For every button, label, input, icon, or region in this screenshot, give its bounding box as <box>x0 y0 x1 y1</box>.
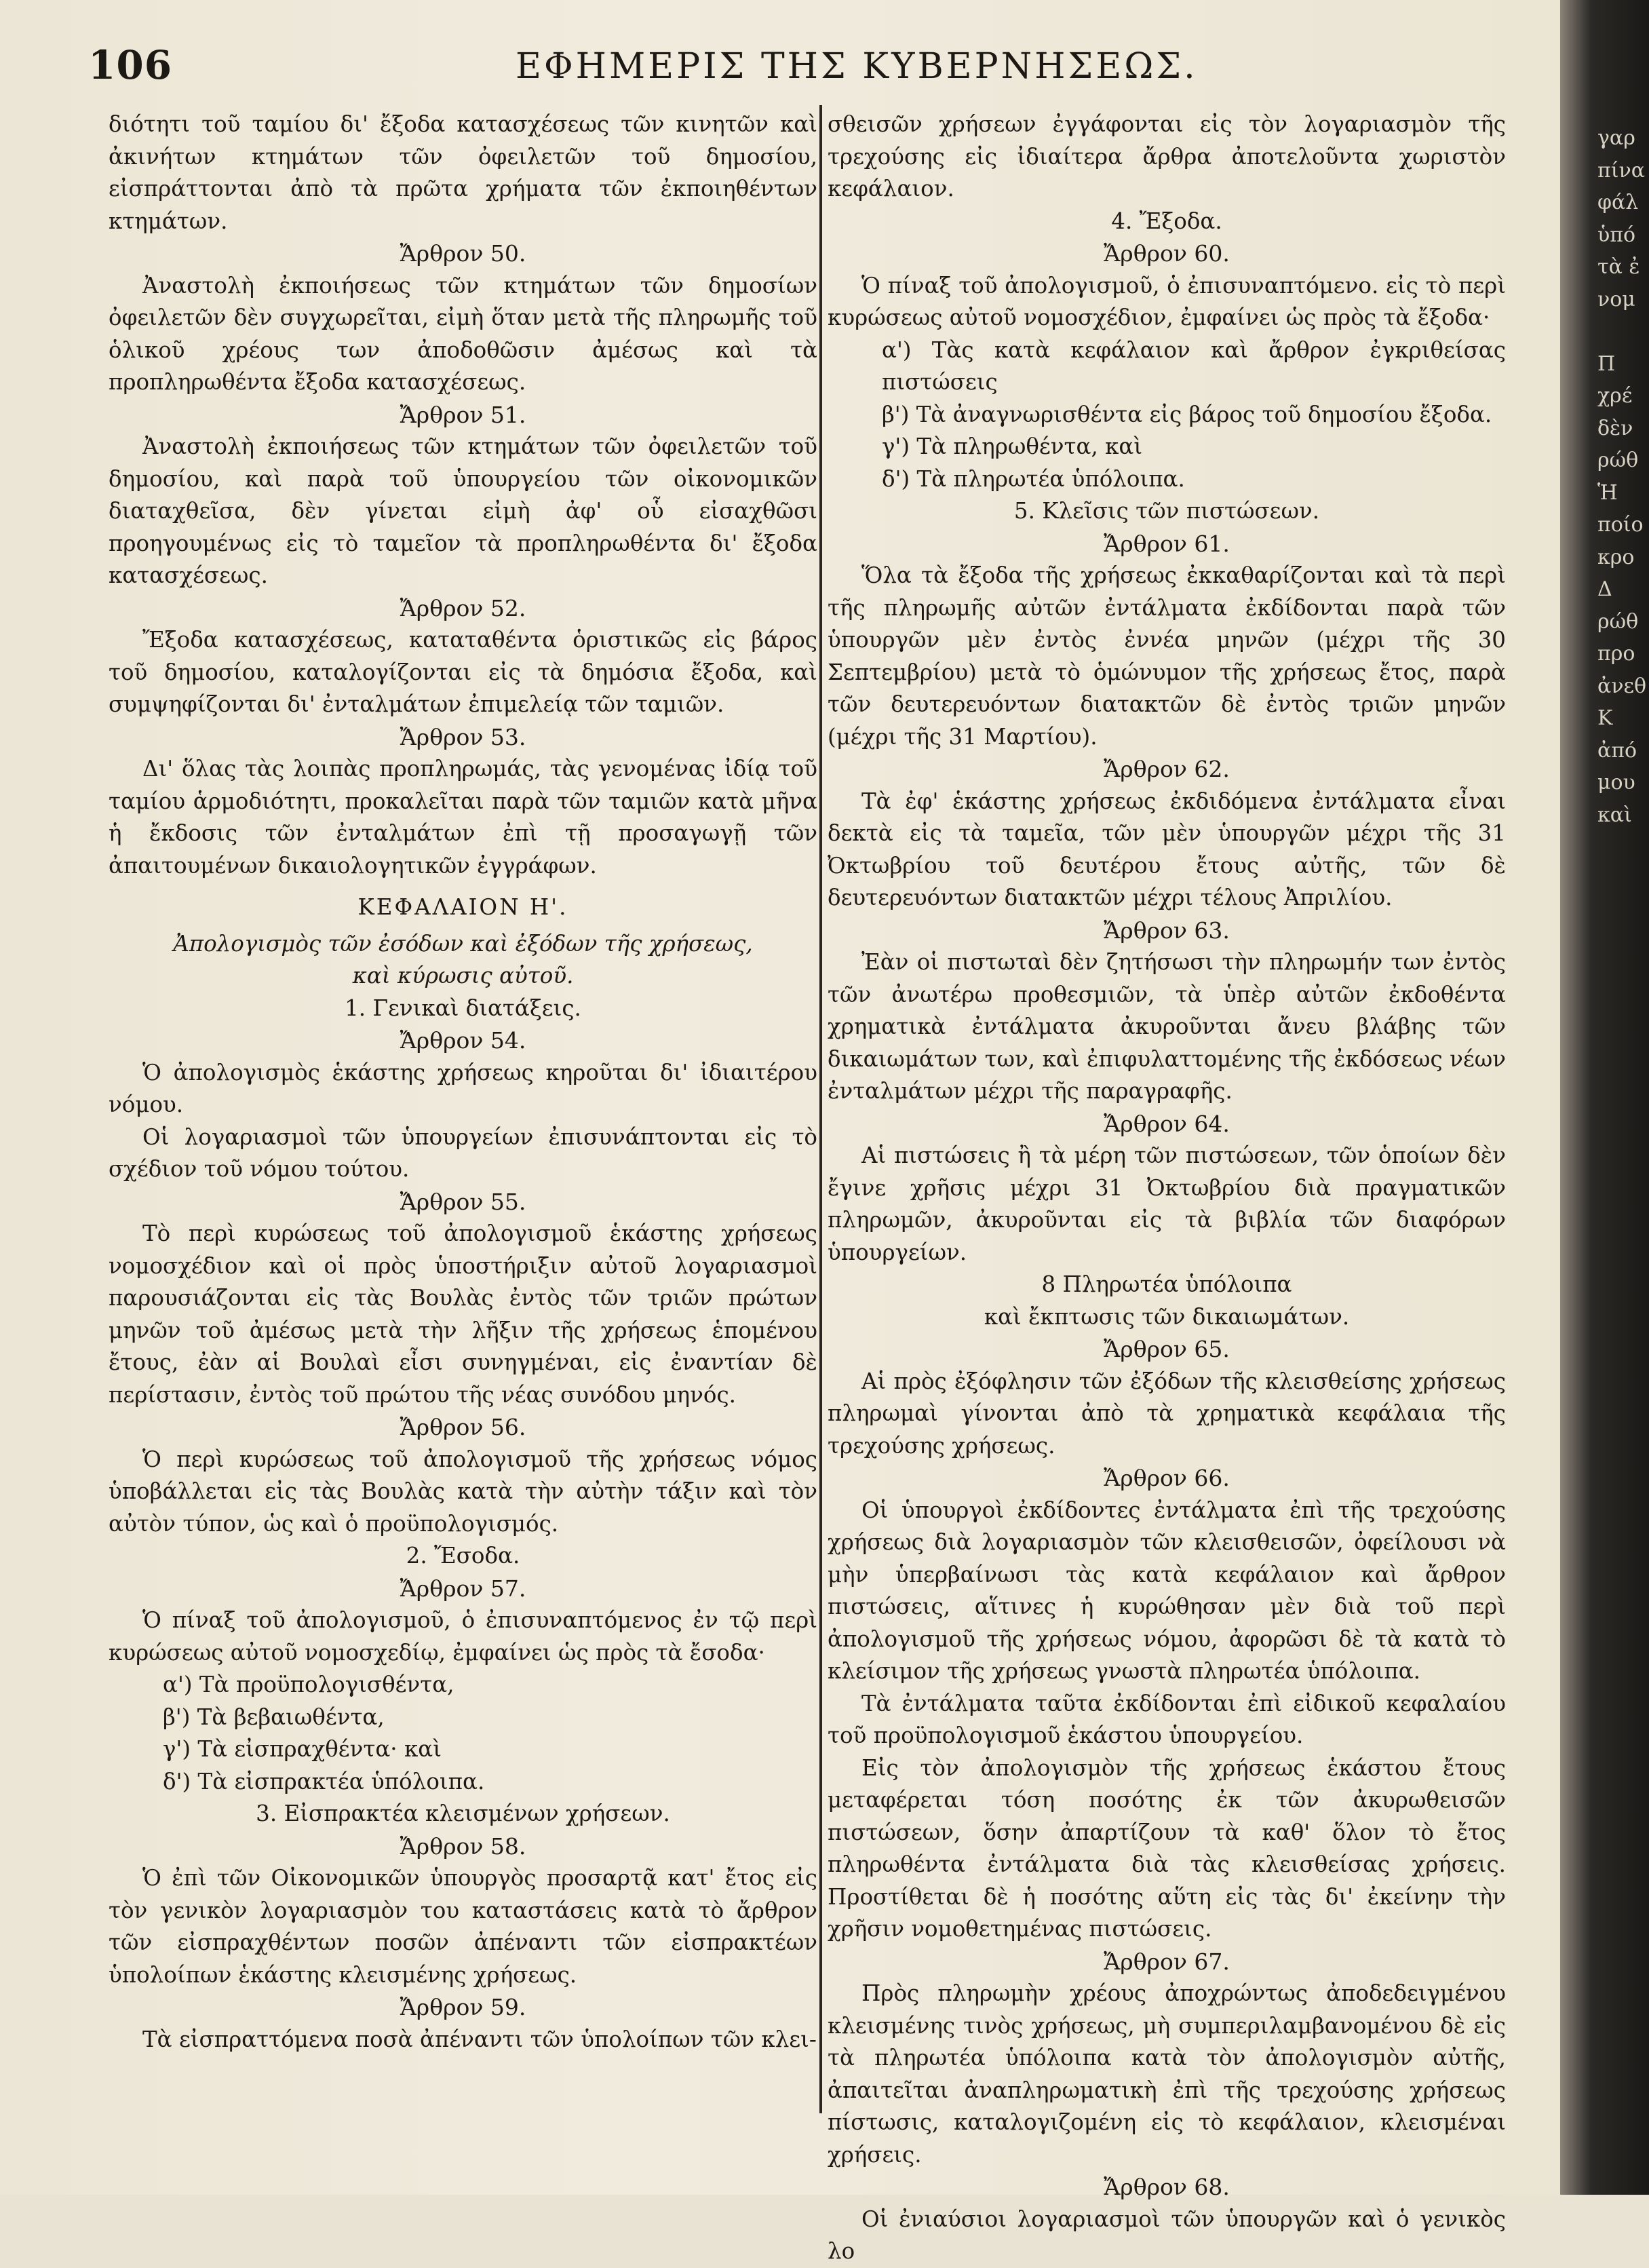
bleed-line: ρώθ <box>1597 448 1639 472</box>
left-column <box>109 109 817 2056</box>
paragraph: Τὸ περὶ κυρώσεως τοῦ ἀπολογισμοῦ ἑκάστης χρήσεως νομοσχέδιον καὶ οἱ πρὸς ὑποστήριξιν αὐτοῦ λογαριασμοὶ παρουσιάζονται εἰς τὰς Βουλὰς ἐντὸς τῶν τριῶν πρώτων μηνῶν τοῦ ἀμέσως μετὰ τὴν λῆξιν τῆς χρήσεως ἑπομένου ἔτους, ἐὰν αἱ Βουλαὶ εἶσι συνηγμέναι, εἰς ἐναντίαν δὲ περίστασιν, ἐντὸς τοῦ πρώτου τῆς νέας συνόδου μηνός. <box>109 1221 817 1408</box>
section-heading: 2. Ἔσοδα. <box>406 1543 520 1569</box>
bleed-line: φάλ <box>1597 191 1639 214</box>
list-item: α') Τὰ προϋπολογισθέντα, <box>163 1672 454 1697</box>
section-heading: 3. Εἰσπρακτέα κλεισμένων χρήσεων. <box>256 1801 670 1826</box>
article-heading: Ἄρθρον 57. <box>400 1575 526 1602</box>
bleed-line: ἀνεθ <box>1597 674 1647 698</box>
paragraph: Ὁ πίναξ τοῦ ἀπολογισμοῦ, ὁ ἐπισυναπτόμενος ἐν τῷ περὶ κυρώσεως αὐτοῦ νομοσχεδίῳ, ἐμφαίνει ὡς πρὸς τὰ ἔσοδα· <box>109 1607 817 1666</box>
paragraph: Ὅλα τὰ ἔξοδα τῆς χρήσεως ἐκκαθαρίζονται καὶ τὰ περὶ τῆς πληρωμῆς αὐτῶν ἐντάλματα ἐκδίδονται παρὰ τῶν ὑπουργῶν μὲν ἐντὸς ἐννέα μηνῶν (μέχρι τῆς 30 Σεπτεμβρίου) μετὰ τὸ ὁμώνυμον τῆς χρήσεως ἔτος, παρὰ τῶν δευτερευόντων διατακτῶν δὲ ἐντὸς τριῶν μηνῶν (μέχρι τῆς 31 Μαρτίου). <box>828 562 1506 750</box>
bleed-line: ὑπό <box>1597 223 1636 247</box>
paragraph: Τὰ ἐφ' ἑκάστης χρήσεως ἐκδιδόμενα ἐντάλματα εἶναι δεκτὰ εἰς τὰ ταμεῖα, τῶν μὲν ὑπουργῶν μέχρι τῆς 31 Ὀκτωβρίου τοῦ δευτέρου ἔτους αὐτῆς, τῶν δὲ δευτερευόντων διατακτῶν μέχρι τέλους Ἀπριλίου. <box>828 788 1506 910</box>
chapter-subtitle: Ἀπολογισμὸς τῶν ἐσόδων καὶ ἐξόδων τῆς χρήσεως, <box>173 930 753 957</box>
paragraph: Τὰ ἐντάλματα ταῦτα ἐκδίδονται ἐπὶ εἰδικοῦ κεφαλαίου τοῦ προϋπολογισμοῦ ἑκάστου ὑπουργείου. <box>828 1690 1506 1748</box>
paragraph: Ἀναστολὴ ἐκποιήσεως τῶν κτημάτων τῶν ὀφειλετῶν τοῦ δημοσίου, καὶ παρὰ τοῦ ὑπουργείου τῶν οἰκονομικῶν διαταχθεῖσα, δὲν γίνεται εἰμὴ ἀφ' οὗ εἰσαχθῶσι προηγουμένως εἰς τὸ ταμεῖον τὰ προπληρωθέντα δι' ἔξοδα κατασχέσεως. <box>109 434 817 588</box>
next-page-bleed-text <box>1597 122 1649 831</box>
bleed-line: κρο <box>1597 545 1635 569</box>
article-heading: Ἄρθρον 52. <box>400 594 526 621</box>
article-heading: Ἄρθρον 65. <box>1104 1336 1230 1362</box>
section-heading: 4. Ἔξοδα. <box>1111 208 1222 234</box>
paragraph: Δι' ὅλας τὰς λοιπὰς προπληρωμάς, τὰς γενομένας ἰδίᾳ τοῦ ταμίου ἁρμοδιότητι, προκαλεῖται παρὰ τῶν ταμιῶν κατὰ μῆνα ἡ ἔκδοσις τῶν ἐνταλμάτων ἐπὶ τῇ προσαγωγῇ τῶν ἀπαιτουμένων δικαιολογητικῶν ἐγγράφων. <box>109 756 817 879</box>
column-divider <box>819 105 822 2113</box>
paragraph: Εἰς τὸν ἀπολογισμὸν τῆς χρήσεως ἑκάστου ἔτους μεταφέρεται τόση ποσότης ἐκ τῶν ἀκυρωθεισῶν πιστώσεων, ὅσην ἀπαρτίζουν τὰ καθ' ὅλον τὸ ἔτος πληρωθέντα ἐντάλματα διὰ τὰς κλεισθείσας χρήσεις. Προστίθεται δὲ ἡ ποσότης αὕτη εἰς τὰς δι' ἐκείνην τὴν χρῆσιν νομοθετημένας πιστώσεις. <box>828 1754 1506 1942</box>
article-heading: Ἄρθρον 64. <box>1104 1110 1230 1137</box>
bleed-line: ἀπό <box>1597 738 1637 763</box>
paragraph: Αἱ πρὸς ἐξόφλησιν τῶν ἐξόδων τῆς κλεισθείσης χρήσεως πληρωμαὶ γίνονται ἀπὸ τὰ χρηματικὰ κεφάλαια τῆς τρεχούσης χρήσεως. <box>828 1368 1506 1459</box>
list-item: α') Τὰς κατὰ κεφάλαιον καὶ ἄρθρον ἐγκριθείσας πιστώσεις <box>882 337 1506 395</box>
section-heading: καὶ ἔκπτωσις τῶν δικαιωμάτων. <box>984 1303 1350 1330</box>
list-item: γ') Τὰ εἰσπραχθέντα· καὶ <box>163 1736 442 1762</box>
section-heading: 1. Γενικαὶ διατάξεις. <box>345 995 581 1021</box>
paragraph: Ἐὰν οἱ πιστωταὶ δὲν ζητήσωσι τὴν πληρωμήν των ἐντὸς τῶν ἀνωτέρω προθεσμιῶν, τὰ ὑπὲρ αὐτῶν ἐκδοθέντα χρηματικὰ ἐντάλματα ἀκυροῦνται ἄνευ βλάβης τῶν δικαιωμάτων των, καὶ ἐπιφυλαττομένης τῆς ἐκδόσεως νέων ἐνταλμάτων μέχρι τῆς παραγραφῆς. <box>828 949 1506 1104</box>
article-heading: Ἄρθρον 61. <box>1104 530 1230 557</box>
page-header <box>88 42 1486 96</box>
list-item: δ') Τὰ πληρωτέα ὑπόλοιπα. <box>882 465 1185 492</box>
journal-title: ΕΦΗΜΕΡΙΣ ΤΗΣ ΚΥΒΕΡΝΗΣΕΩΣ. <box>516 46 1198 87</box>
article-heading: Ἄρθρον 59. <box>400 1994 526 2020</box>
paragraph: Οἱ ὑπουργοὶ ἐκδίδοντες ἐντάλματα ἐπὶ τῆς τρεχούσης χρήσεως διὰ λογαριασμὸν τῶν κλεισθεισῶν, ὀφείλουσι νὰ μὴν ὑπερβαίνωσι τὰς κατὰ κεφάλαιον καὶ ἄρθρον πιστώσεις, αἵτινες ἡ κυρώθησαν μὲν διὰ τοῦ περὶ ἀπολογισμοῦ τῆς χρήσεως νόμου, ἀφορῶσι δὲ τὰ κατὰ τὸ κλείσιμον τῆς χρήσεως γνωστὰ πληρωτέα ὑπόλοιπα. <box>828 1497 1506 1684</box>
bleed-line: χρέ <box>1597 384 1633 408</box>
article-heading: Ἄρθρον 56. <box>400 1414 526 1440</box>
bleed-line: νομ <box>1597 287 1635 311</box>
list-item: β') Τὰ ἀναγνωρισθέντα εἰς βάρος τοῦ δημοσίου ἔξοδα. <box>882 401 1492 427</box>
paragraph: Ὁ ἀπολογισμὸς ἑκάστης χρήσεως κηροῦται δι' ἰδιαιτέρου νόμου. <box>109 1059 817 1117</box>
article-heading: Ἄρθρον 62. <box>1104 756 1230 782</box>
paragraph: Ὁ ἐπὶ τῶν Οἰκονομικῶν ὑπουργὸς προσαρτᾷ κατ' ἔτος εἰς τὸν γενικὸν λογαριασμὸν του καταστάσεις κατὰ τὸ ἄρθρον τῶν εἰσπραχθέντων ποσῶν ἀπέναντι τῶν εἰσπρακτέων ὑπολοίπων ἑκάστης κλεισμένης χρήσεως. <box>109 1865 817 1988</box>
article-heading: Ἄρθρον 66. <box>1104 1465 1230 1491</box>
right-column <box>828 109 1506 2268</box>
paragraph: Οἱ λογαριασμοὶ τῶν ὑπουργείων ἐπισυνάπτονται εἰς τὸ σχέδιον τοῦ νόμου τούτου. <box>109 1123 817 1182</box>
paragraph: Οἱ ἐνιαύσιοι λογαριασμοὶ τῶν ὑπουργῶν καὶ ὁ γενικὸς λο <box>828 2206 1506 2264</box>
paragraph: σθεισῶν χρήσεων ἐγγάφονται εἰς τὸν λογαριασμὸν τῆς τρεχούσης εἰς ἰδιαίτερα ἄρθρα ἀποτελοῦντα χωριστὸν κεφάλαιον. <box>828 111 1506 201</box>
paragraph: Πρὸς πληρωμὴν χρέους ἀποχρώντως ἀποδεδειγμένου κλεισμένης τινὸς χρήσεως, μὴ συμπεριλαμβανομένου δὲ εἰς τὰ πληρωτέα ὑπόλοιπα κατὰ τὸν ἀπολογισμὸν αὐτῆς, ἀπαιτεῖται ἀναπληρωματικὴ ἐπὶ τῆς τρεχούσης χρήσεως πίστωσις, καταλογιζομένη εἰς τὸ κεφάλαιον, κλεισμέναι χρήσεις. <box>828 1980 1506 2168</box>
bleed-line <box>1597 315 1649 348</box>
section-heading: 8 Πληρωτέα ὑπόλοιπα <box>1041 1271 1292 1297</box>
article-heading: Ἄρθρον 50. <box>400 240 526 267</box>
bleed-line: τὰ ἐ <box>1597 255 1640 279</box>
article-heading: Ἄρθρον 67. <box>1104 1948 1230 1975</box>
paragraph: Ἀναστολὴ ἐκποιήσεως τῶν κτημάτων τῶν δημοσίων ὀφειλετῶν δὲν συγχωρεῖται, εἰμὴ ὅταν μετὰ τῆς πληρωμῆς τοῦ ὁλικοῦ χρέους των ἀποδοθῶσιν ἀμέσως καὶ τὰ προπληρωθέντα ἔξοδα κατασχέσεως. <box>109 272 817 395</box>
paragraph: Ὁ πίναξ τοῦ ἀπολογισμοῦ, ὁ ἐπισυναπτόμενο. εἰς τὸ περὶ κυρώσεως αὐτοῦ νομοσχέδιον, ἐμφαίνει ὡς πρὸς τὰ ἔξοδα· <box>828 272 1506 330</box>
bleed-line: γαρ <box>1597 126 1635 150</box>
bleed-line: ποίο <box>1597 513 1644 537</box>
bleed-line: Π <box>1597 351 1616 376</box>
article-heading: Ἄρθρον 53. <box>400 723 526 750</box>
article-heading: Ἄρθρον 68. <box>1104 2174 1230 2200</box>
page-number: 106 <box>88 42 173 88</box>
paragraph: διότητι τοῦ ταμίου δι' ἔξοδα κατασχέσεως τῶν κινητῶν καὶ ἀκινήτων κτημάτων τῶν ὀφειλετῶν τοῦ δημοσίου, εἰσπράττονται ἀπὸ τὰ πρῶτα χρήματα τῶν ἐκποιηθέντων κτημάτων. <box>109 111 817 234</box>
article-heading: Ἄρθρον 63. <box>1104 917 1230 944</box>
list-item: γ') Τὰ πληρωθέντα, καὶ <box>882 434 1143 459</box>
bleed-line: μου <box>1597 771 1635 794</box>
paragraph: Ἔξοδα κατασχέσεως, καταταθέντα ὁριστικῶς εἰς βάρος τοῦ δημοσίου, καταλογίζονται εἰς τὰ δημόσια ἔξοδα, καὶ συμψηφίζονται δι' ἐνταλμάτων ἐπιμελείᾳ τῶν ταμιῶν. <box>109 627 817 717</box>
chapter-heading: ΚΕΦΑΛΑΙΟΝ Η'. <box>357 894 568 920</box>
bleed-line: ρώθ <box>1597 609 1639 634</box>
list-item: β') Τὰ βεβαιωθέντα, <box>163 1704 385 1730</box>
section-heading: 5. Κλεῖσις τῶν πιστώσεων. <box>1013 498 1320 524</box>
bleed-line: πίνα <box>1597 158 1645 182</box>
article-heading: Ἄρθρον 60. <box>1104 240 1230 267</box>
article-heading: Ἄρθρον 58. <box>400 1832 526 1860</box>
bleed-line: Δ <box>1597 577 1612 601</box>
bleed-line: δὲν <box>1597 416 1633 440</box>
article-heading: Ἄρθρον 54. <box>400 1027 526 1054</box>
paragraph: Αἱ πιστώσεις ἢ τὰ μέρη τῶν πιστώσεων, τῶν ὁποίων δὲν ἔγινε χρῆσις μέχρι 31 Ὀκτωβρίου διὰ πραγματικῶν πληρωμῶν, ἀκυροῦνται εἰς τὰ βιβλία τῶν διαφόρων ὑπουργείων. <box>828 1142 1506 1265</box>
paragraph: Τὰ εἰσπραττόμενα ποσὰ ἀπέναντι τῶν ὑπολοίπων τῶν κλει- <box>142 2026 817 2052</box>
bleed-line: Ἡ <box>1597 480 1618 505</box>
bleed-line: Κ <box>1597 706 1613 730</box>
list-item: δ') Τὰ εἰσπρακτέα ὑπόλοιπα. <box>163 1768 485 1794</box>
article-heading: Ἄρθρον 55. <box>400 1188 526 1215</box>
bleed-line: προ <box>1597 642 1635 666</box>
paragraph: Ὁ περὶ κυρώσεως τοῦ ἀπολογισμοῦ τῆς χρήσεως νόμος ὑποβάλλεται εἰς τὰς Βουλὰς κατὰ τὴν αὐτὴν τάξιν καὶ τὸν αὐτὸν τύπον, ὡς καὶ ὁ προϋπολογισμός. <box>109 1446 817 1537</box>
chapter-subtitle: καὶ κύρωσις αὐτοῦ. <box>352 963 574 988</box>
article-heading: Ἄρθρον 51. <box>400 401 526 428</box>
bleed-line: καὶ <box>1597 803 1632 827</box>
